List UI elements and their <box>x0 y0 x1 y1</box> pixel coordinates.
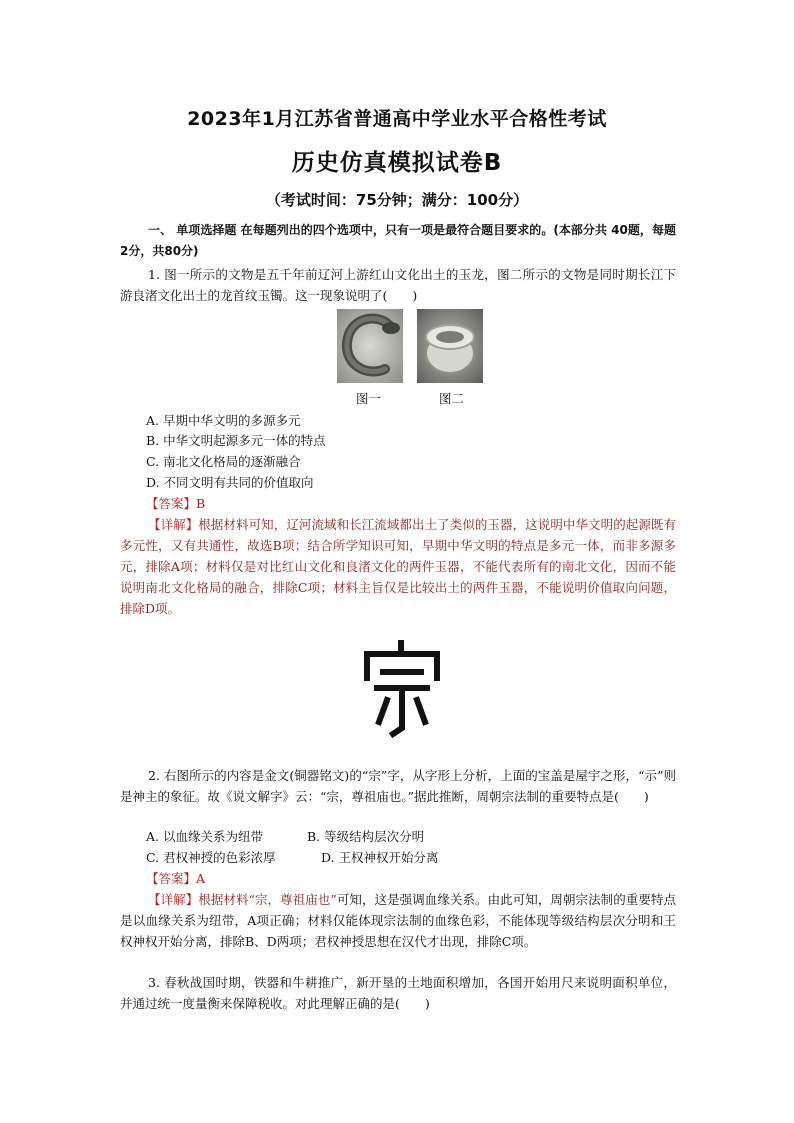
explain-quote: 根据材料“宗，尊祖庙也” <box>198 892 337 907</box>
section-heading: 一、 单项选择题 在每题列出的四个选项中，只有一项是最符合题目要求的。(本部分共 40题，每题2分，共80分) <box>120 223 676 258</box>
q2-option-d: D. 王权神权开始分离 <box>321 850 439 865</box>
q1-option-a: A. 早期中华文明的多源多元 <box>146 413 301 428</box>
jade-dragon-image <box>337 309 403 383</box>
exam-title: 2023年1月江苏省普通高中学业水平合格性考试 <box>187 108 607 130</box>
explain-text: 可知，这是强调血缘关系。由此可知，周朝宗法制的重要特点是以血缘关系为纽带，A项正确；材料仅能体现宗法制的血缘色彩，不能体现等级结构层次分明和王权神权开始分离，排除B、D两项；君权神授思想在汉代才出现，排除C项。 <box>120 892 676 949</box>
jade-bracelet-image <box>417 309 483 383</box>
explain-label: 【详解】 <box>148 517 199 532</box>
q2-option-b: B. 等级结构层次分明 <box>307 829 425 844</box>
explain-label: 【详解】 <box>148 892 199 907</box>
zong-bronze-inscription-image <box>361 640 443 738</box>
explain-text: 根据材料可知，辽河流域和长江流域都出土了类似的玉器，这说明中华文明的起源既有多元性，又有共通性，故选B项；结合所学知识可知，早期中华文明的特点是多元一体，而非多源多元，排除A项；材料仅是对比红山文化和良渚文化的两件玉器，不能代表所有的南北文化，因而不能说明南北文化格局的融合，排除C项；材料主旨仅是比较出土的两件玉器，不能说明价值取向问题，排除D项。 <box>120 517 676 616</box>
q1-option-d: D. 不同文明有共同的价值取向 <box>146 475 314 490</box>
q1-stem: 1. 图一所示的文物是五千年前辽河上游红山文化出土的玉龙，图二所示的文物是同时期长江下游良渚文化出土的龙首纹玉镯。这一现象说明了( ) <box>120 267 676 303</box>
q2-option-a: A. 以血缘关系为纽带 <box>146 829 263 844</box>
answer-label: 【答案】 <box>146 496 197 511</box>
figure1-caption: 图一 <box>356 391 382 406</box>
answer-label: 【答案】 <box>146 871 197 886</box>
answer-value: B <box>196 496 206 511</box>
q1-answer <box>146 493 205 514</box>
q2-answer <box>146 868 205 889</box>
q2-option-c: C. 君权神授的色彩浓厚 <box>146 850 276 865</box>
q1-option-b: B. 中华文明起源多元一体的特点 <box>146 433 326 448</box>
answer-value: A <box>196 871 206 886</box>
q1-explanation <box>120 514 676 619</box>
q2-stem: 2. 右图所示的内容是金文(铜器铭文)的“宗”字，从字形上分析，上面的宝盖是屋宇之形，“示”则是神主的象征。故《说文解字》云：“宗，尊祖庙也。”据此推断，周朝宗法制的重要特点是( ) <box>120 768 676 804</box>
q1-option-c: C. 南北文化格局的逐渐融合 <box>146 454 301 469</box>
paper-title: 历史仿真模拟试卷B <box>291 150 503 176</box>
figure2-caption: 图二 <box>439 391 465 406</box>
q2-explanation <box>120 889 676 952</box>
exam-info: （考试时间：75分钟；满分：100分） <box>265 191 529 209</box>
q3-stem: 3. 春秋战国时期，铁器和牛耕推广，新开垦的土地面积增加，各国开始用尺来说明面积单位，并通过统一度量衡来保障税收。对此理解正确的是( ) <box>120 975 676 1011</box>
